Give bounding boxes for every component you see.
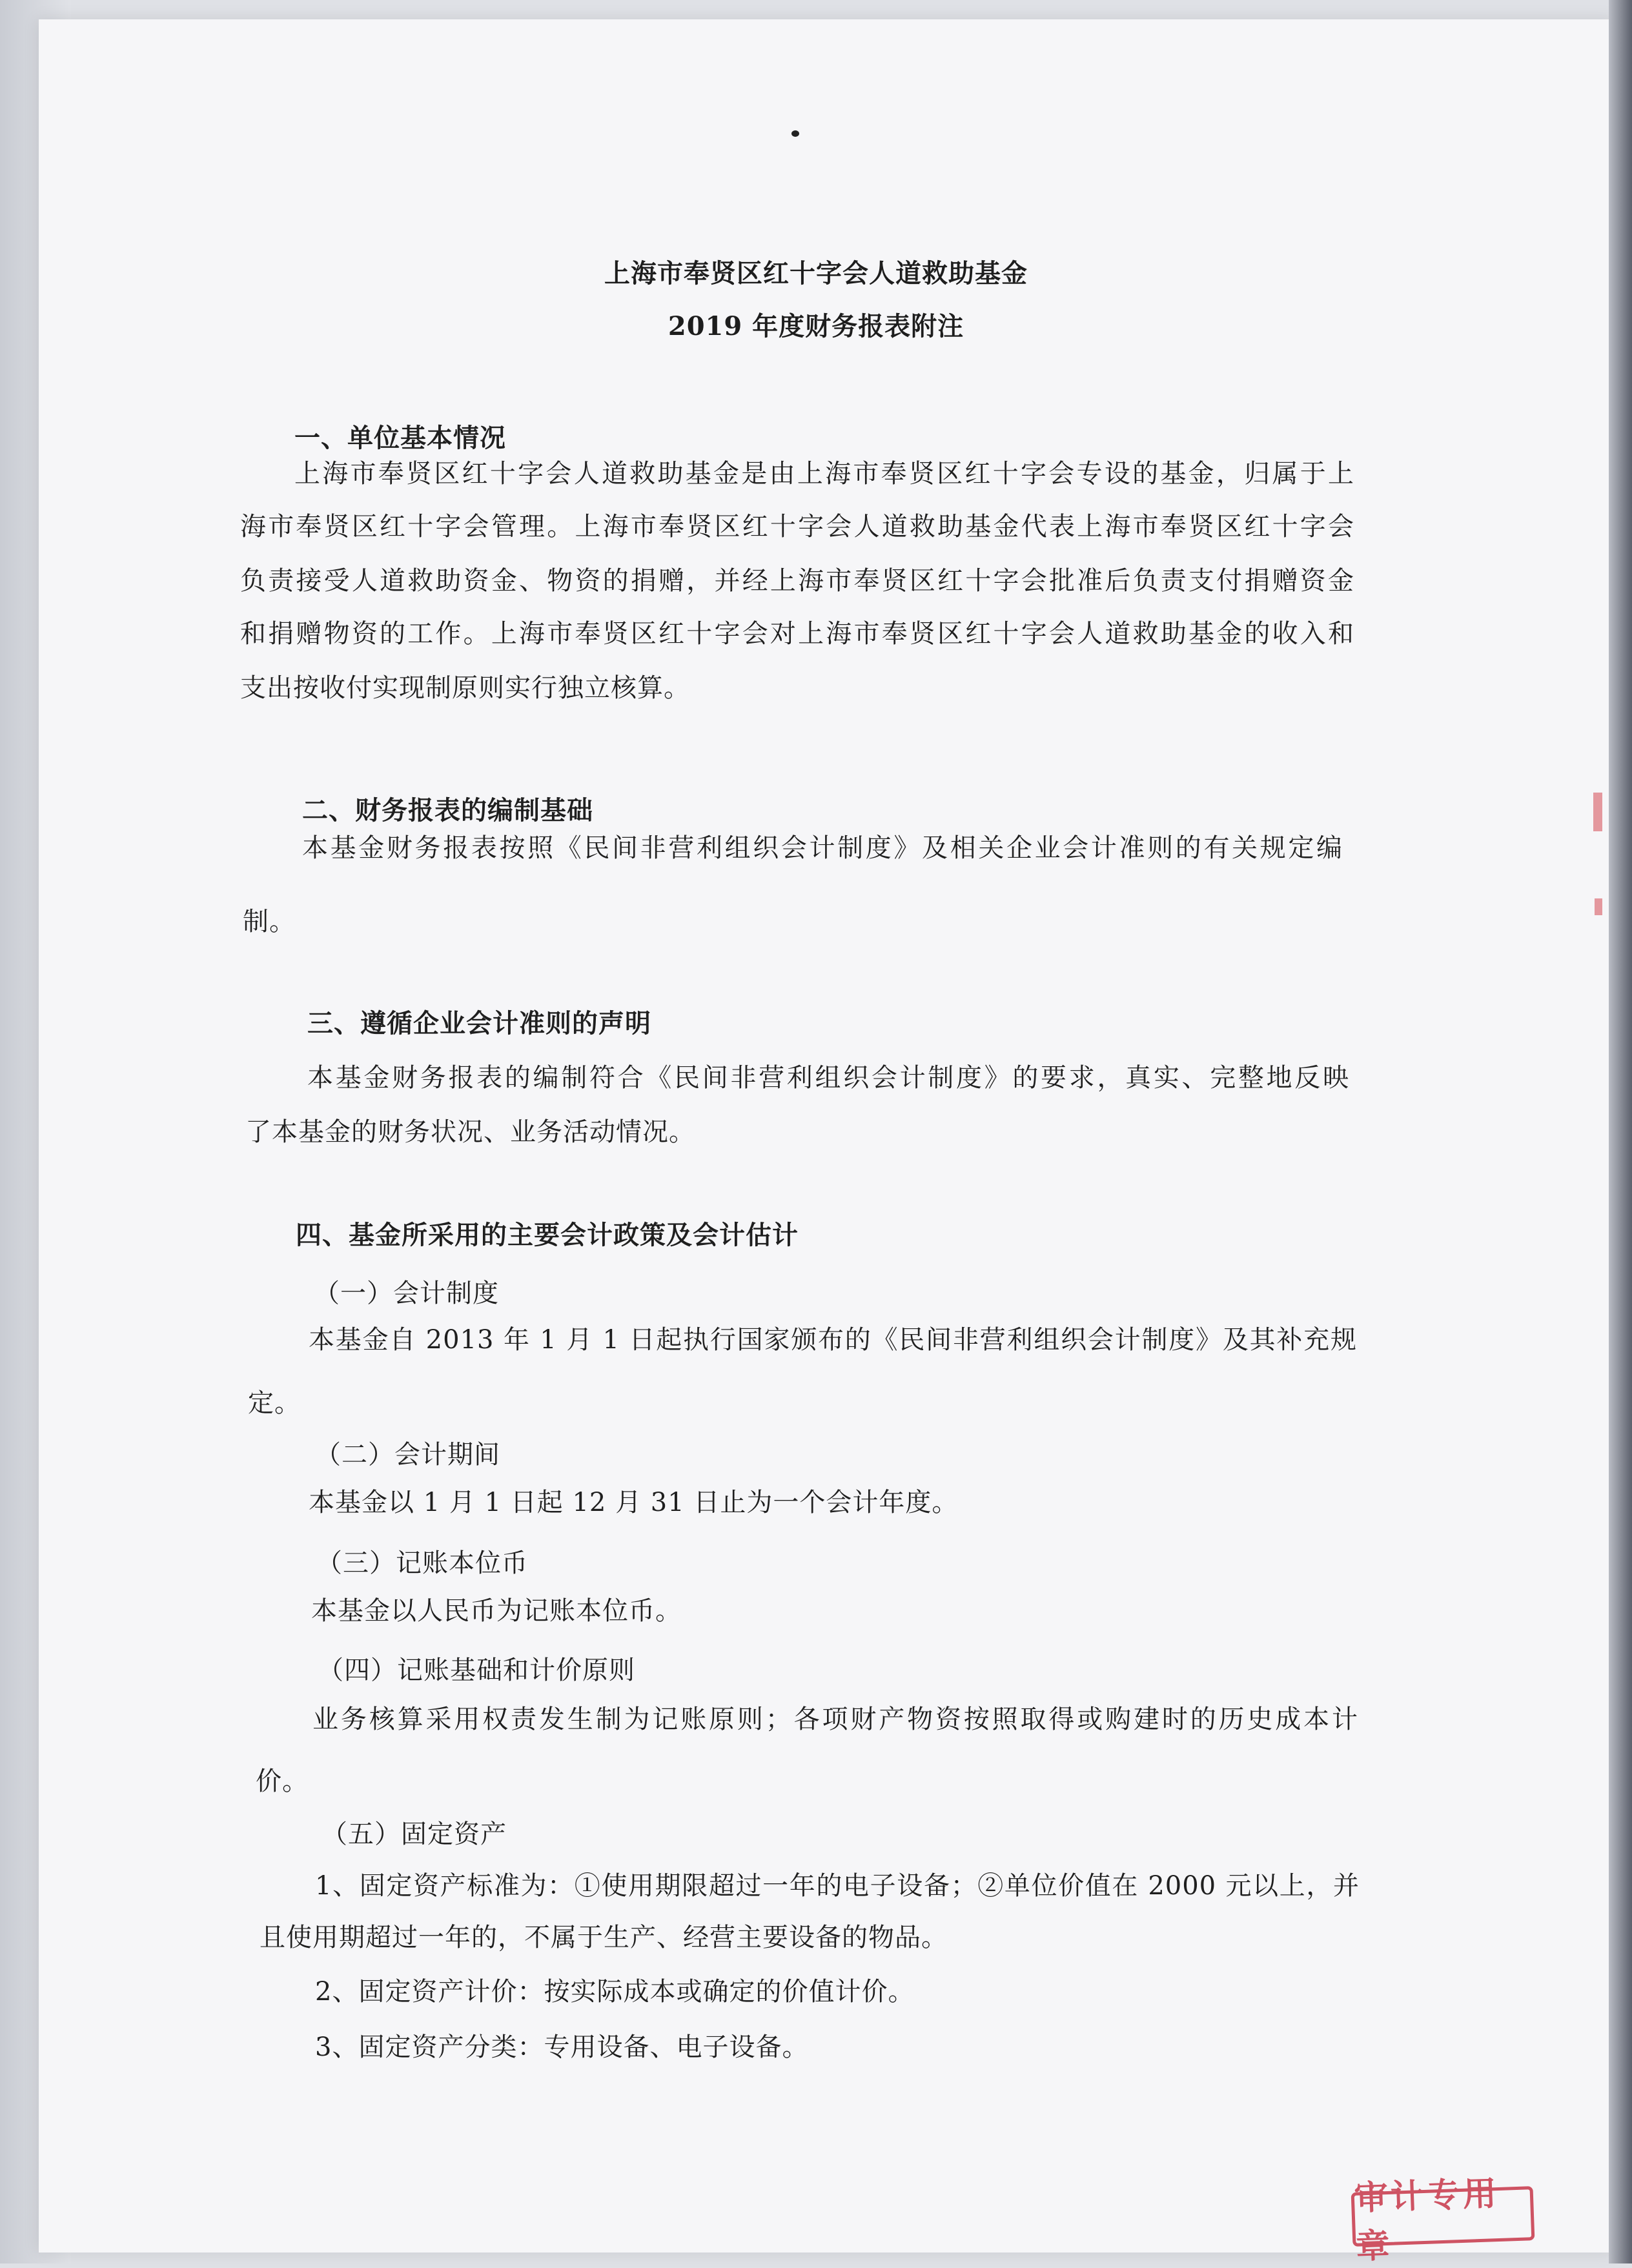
subsection-title-5: （五）固定资产 (321, 1819, 507, 1849)
subsection-2-line-1: 本基金以 1 月 1 日起 12 月 31 日止为一个会计年度。 (309, 1488, 959, 1517)
section-heading-2: 二、财务报表的编制基础 (302, 795, 593, 825)
subsection-4-line-2: 价。 (256, 1767, 309, 1796)
subsection-5-line-4: 3、固定资产分类：专用设备、电子设备。 (315, 2032, 809, 2062)
subsection-title-3: （三）记账本位币 (316, 1548, 528, 1578)
section-1-line-2: 海市奉贤区红十字会管理。上海市奉贤区红十字会人道救助基金代表上海市奉贤区红十字会 (240, 512, 1354, 542)
section-1-line-1: 上海市奉贤区红十字会人道救助基金是由上海市奉贤区红十字会专设的基金，归属于上 (294, 459, 1354, 489)
document-subtitle: 2019 年度财务报表附注 (668, 311, 964, 341)
audit-stamp (1351, 2173, 1535, 2267)
section-1-line-5: 支出按收付实现制原则实行独立核算。 (240, 673, 690, 703)
section-2-line-1: 本基金财务报表按照《民间非营利组织会计制度》及相关企业会计准则的有关规定编 (302, 833, 1343, 863)
subsection-3-line-1: 本基金以人民币为记账本位币。 (311, 1596, 682, 1626)
section-heading-4: 四、基金所采用的主要会计政策及会计估计 (296, 1220, 799, 1250)
section-2-line-2: 制。 (243, 907, 296, 937)
section-3-line-1: 本基金财务报表的编制符合《民间非营利组织会计制度》的要求，真实、完整地反映 (307, 1063, 1349, 1093)
subsection-1-line-1: 本基金自 2013 年 1 月 1 日起执行国家颁布的《民间非营利组织会计制度》及其补充规 (309, 1325, 1357, 1355)
subsection-title-1: （一）会计制度 (314, 1279, 499, 1308)
audit-stamp-text: 审计专用章 (1353, 2173, 1500, 2267)
document-title: 上海市奉贤区红十字会人道救助基金 (604, 258, 1028, 289)
subsection-4-line-1: 业务核算采用权责发生制为记账原则；各项财产物资按照取得或购建时的历史成本计 (312, 1705, 1358, 1734)
section-1-line-4: 和捐赠物资的工作。上海市奉贤区红十字会对上海市奉贤区红十字会人道救助基金的收入和 (240, 619, 1354, 649)
section-1-line-3: 负责接受人道救助资金、物资的捐赠，并经上海市奉贤区红十字会批准后负责支付捐赠资金 (240, 566, 1354, 596)
subsection-5-line-2: 且使用期超过一年的，不属于生产、经营主要设备的物品。 (260, 1923, 948, 1952)
red-seal-edge-mark-small (1595, 898, 1602, 915)
red-seal-edge-mark (1593, 793, 1602, 831)
subsection-5-line-1: 1、固定资产标准为：①使用期限超过一年的电子设备；②单位价值在 2000 元以上，并 (315, 1871, 1360, 1901)
subsection-5-line-3: 2、固定资产计价：按实际成本或确定的价值计价。 (315, 1977, 915, 2007)
paper-speck (791, 130, 799, 137)
section-heading-1: 一、单位基本情况 (294, 423, 506, 453)
section-3-line-2: 了本基金的财务状况、业务活动情况。 (245, 1117, 695, 1147)
section-heading-3: 三、遵循企业会计准则的声明 (307, 1008, 651, 1038)
subsection-title-4: （四）记账基础和计价原则 (318, 1655, 635, 1685)
subsection-title-2: （二）会计期间 (315, 1440, 500, 1470)
subsection-1-line-2: 定。 (248, 1388, 301, 1418)
